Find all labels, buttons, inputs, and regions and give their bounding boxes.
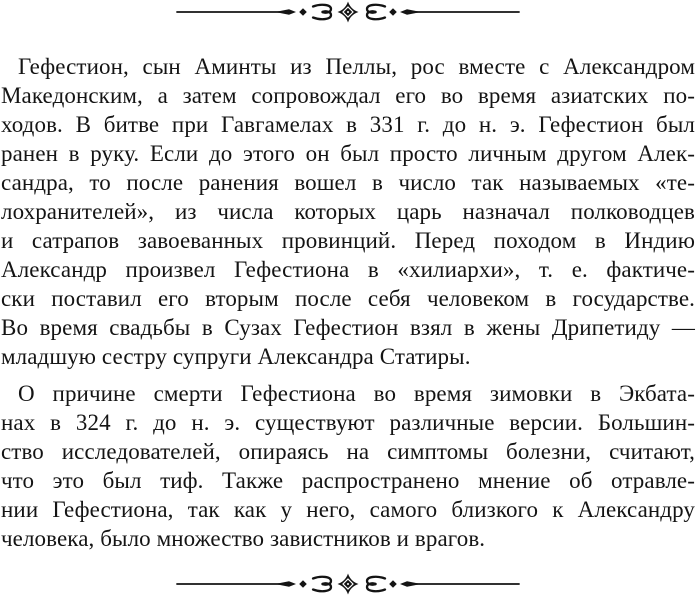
text-line: ходов. В битве при Гавгамелах в 331 г. до н. э. Гефестион был <box>1 112 695 137</box>
text-line: ранен в руку. Если до этого он был просто личным другом Алек- <box>1 141 695 166</box>
text-line: младшую сестру супруги Александра Статиры. <box>1 344 471 369</box>
text-line: О причине смерти Гефестиона во время зимовки в Экбата- <box>18 381 695 406</box>
paragraph-2 <box>1 379 695 553</box>
fleuron-scroll-divider-icon <box>175 0 521 24</box>
text-line: и сатрапов завоеванных провинций. Перед походом в Индию <box>1 228 695 253</box>
text-line: Во время свадьбы в Сузах Гефестион взял в жены Дрипетиду — <box>1 315 695 340</box>
text-line: лохранителей», из числа которых царь назначал полководцев <box>1 199 695 224</box>
bottom-divider-ornament <box>175 572 521 596</box>
text-line: нии Гефестиона, так как у него, самого близкого к Александру <box>1 497 695 522</box>
text-line: что это был тиф. Также распространено мнение об отравле- <box>1 468 695 493</box>
text-line: нах в 324 г. до н. э. существуют различные версии. Большин- <box>1 410 695 435</box>
text-line: Гефестион, сын Аминты из Пеллы, рос вместе с Александром <box>18 54 695 79</box>
text-line: Александр произвел Гефестиона в «хилиархи», т. е. фактиче- <box>1 257 695 282</box>
text-line: человека, было множество завистников и врагов. <box>1 526 486 551</box>
top-divider-ornament <box>175 0 521 24</box>
article-text <box>1 52 695 553</box>
text-line: Македонским, а затем сопровождал его во время азиатских по- <box>1 83 695 108</box>
paragraph-1 <box>1 52 695 371</box>
fleuron-scroll-divider-icon <box>175 572 521 596</box>
text-line: ство исследователей, опираясь на симптомы болезни, считают, <box>1 439 695 464</box>
text-line: сандра, то после ранения вошел в число так называемых «те- <box>1 170 695 195</box>
text-line: ски поставил его вторым после себя человеком в государстве. <box>1 286 695 311</box>
